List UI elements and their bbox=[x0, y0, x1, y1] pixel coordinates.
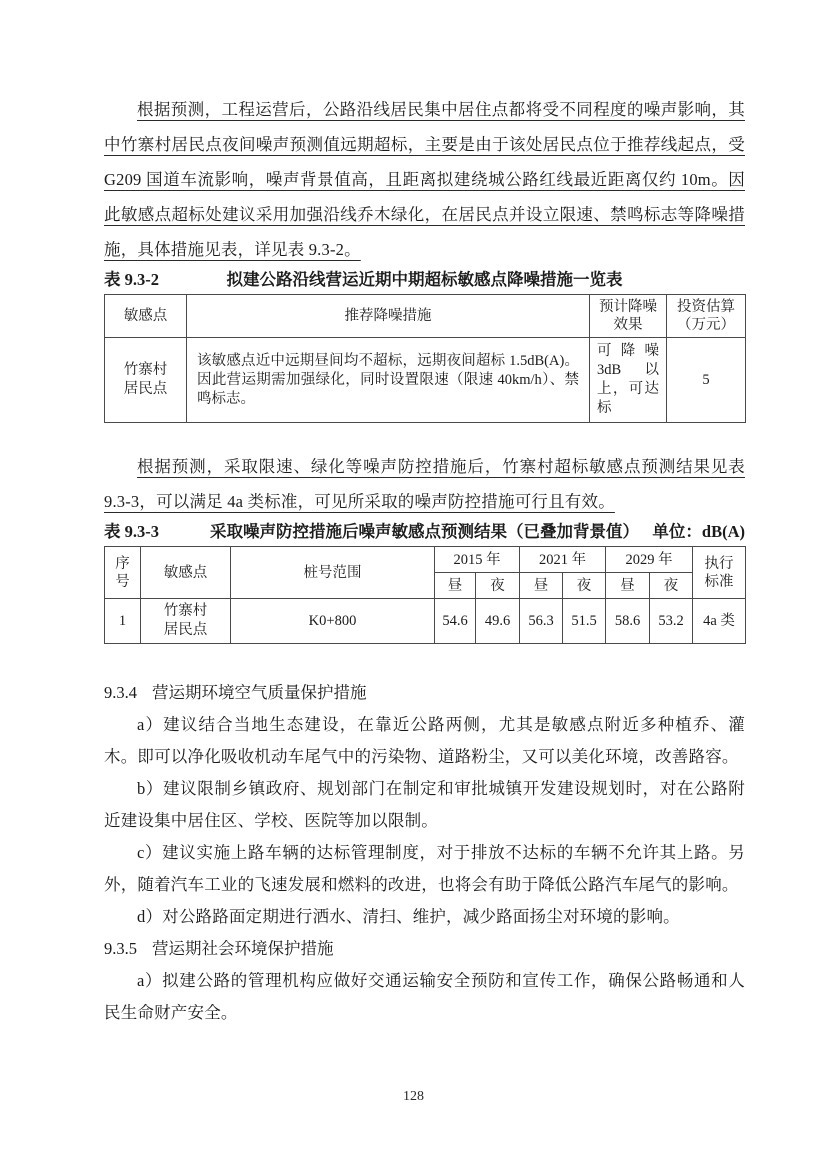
section-934-item-b: b）建议限制乡镇政府、规划部门在制定和审批城镇开发建设规划时，对在公路附近建设集中居住区、学校、医院等加以限制。 bbox=[104, 779, 745, 830]
table-932-title: 拟建公路沿线营运近期中期超标敏感点降噪措施一览表 bbox=[226, 270, 623, 289]
table-933-header-standard bbox=[693, 547, 746, 599]
table-932-header-measures: 推荐降噪措施 bbox=[187, 295, 590, 338]
table-933-header-year-2029: 2029 年 bbox=[606, 547, 693, 573]
table-933-data-row bbox=[105, 599, 746, 644]
section-934-item-d: d）对公路路面定期进行洒水、清扫、维护，减少路面扬尘对环境的影响。 bbox=[137, 907, 680, 926]
section-935-title: 营运期社会环境保护措施 bbox=[152, 939, 334, 958]
section-934-item-a: a）建议结合当地生态建设，在靠近公路两侧，尤其是敏感点附近多种植乔、灌木。即可以净化吸收机动车尾气中的污染物、道路粉尘，又可以美化环境，改善路容。 bbox=[104, 715, 745, 766]
table-933 bbox=[104, 546, 746, 644]
page-number: 128 bbox=[403, 1089, 424, 1104]
table-933-header-year-2021: 2021 年 bbox=[520, 547, 606, 573]
table-932 bbox=[104, 294, 746, 423]
table-933-header-year-2015: 2015 年 bbox=[435, 547, 520, 573]
table-933-label: 表 9.3-3 bbox=[104, 522, 159, 541]
paragraph-mitigation-result: 根据预测，采取限速、绿化等噪声防控措施后，竹寨村超标敏感点预测结果见表 9.3-3，可以满足 4a 类标准，可见所采取的噪声防控措施可行且有效。 bbox=[104, 457, 745, 511]
table-933-cell-standard: 4a 类 bbox=[693, 599, 746, 644]
table-933-header-stake-range: 桩号范围 bbox=[231, 547, 435, 599]
table-933-cell-night-2015: 49.6 bbox=[476, 599, 520, 644]
section-934-title: 营运期环境空气质量保护措施 bbox=[152, 683, 367, 702]
table-933-cell-night-2029: 53.2 bbox=[650, 599, 693, 644]
table-933-cell-day-2029: 58.6 bbox=[606, 599, 650, 644]
table-933-cell-index: 1 bbox=[105, 599, 141, 644]
table-933-header-day-2029: 昼 bbox=[606, 573, 650, 599]
table-933-cell-day-2021: 56.3 bbox=[520, 599, 563, 644]
section-934-number: 9.3.4 bbox=[104, 683, 137, 702]
table-933-cell-night-2021: 51.5 bbox=[563, 599, 606, 644]
section-heading-934 bbox=[104, 677, 745, 709]
table-933-caption bbox=[104, 521, 745, 543]
paragraph-noise-prediction: 根据预测，工程运营后，公路沿线居民集中居住点都将受不同程度的噪声影响，其中竹寨村居民点夜间噪声预测值远期超标，主要是由于该处居民点位于推荐线起点，受 G209 国道车流影响，噪声背景值高，且距离拟建绕城公路红线最近距离仅约 10m。因此敏感点超标处建议采用加强沿线乔木绿化，在居民点并设立限速、禁鸣标志等降噪措施，具体措施见表，详见表 9.3-2。 bbox=[104, 100, 745, 259]
table-933-cell-day-2015: 54.6 bbox=[435, 599, 476, 644]
table-933-header-night-2029: 夜 bbox=[650, 573, 693, 599]
table-933-title: 采取噪声防控措施后噪声敏感点预测结果（已叠加背景值） bbox=[210, 522, 639, 541]
table-932-header-row bbox=[105, 295, 746, 338]
standard-header-text: 执行标准 bbox=[704, 555, 734, 590]
sensitive-point-text: 竹寨村居民点 bbox=[123, 362, 168, 397]
table-933-header-night-2021: 夜 bbox=[563, 573, 606, 599]
table-933-header-night-2015: 夜 bbox=[476, 573, 520, 599]
table-933-cell-sensitive-point bbox=[141, 599, 231, 644]
table-932-cell-sensitive-point bbox=[105, 338, 187, 423]
table-933-group-header-row bbox=[105, 547, 746, 573]
section-935-item-a: a）拟建公路的管理机构应做好交通运输安全预防和宣传工作，确保公路畅通和人民生命财产安全。 bbox=[104, 971, 745, 1022]
table-932-header-investment: 投资估算（万元） bbox=[667, 295, 746, 338]
table-932-header-sensitive-point: 敏感点 bbox=[105, 295, 187, 338]
table-933-header-sensitive-point: 敏感点 bbox=[141, 547, 231, 599]
table-932-cell-measures: 该敏感点近中远期昼间均不超标，远期夜间超标 1.5dB(A)。因此营运期需加强绿化，同时设置限速（限速 40km/h）、禁鸣标志。 bbox=[187, 338, 590, 423]
page-content bbox=[104, 92, 745, 1029]
sensitive-point-text: 竹寨村居民点 bbox=[163, 603, 208, 638]
table-933-cell-stake-range: K0+800 bbox=[231, 599, 435, 644]
table-932-cell-effect: 可降噪 3dB 以上，可达标 bbox=[590, 338, 667, 423]
section-heading-935 bbox=[104, 933, 745, 965]
table-932-caption bbox=[104, 269, 745, 291]
section-935-number: 9.3.5 bbox=[104, 939, 137, 958]
table-933-header-index: 序号 bbox=[105, 547, 141, 599]
section-934-item-c: c）建议实施上路车辆的达标管理制度，对于排放不达标的车辆不允许其上路。另外，随着汽车工业的飞速发展和燃料的改进，也将会有助于降低公路汽车尾气的影响。 bbox=[104, 843, 745, 894]
table-932-data-row bbox=[105, 338, 746, 423]
table-932-label: 表 9.3-2 bbox=[104, 270, 159, 289]
table-933-unit: 单位：dB(A) bbox=[652, 522, 745, 541]
table-933-header-day-2021: 昼 bbox=[520, 573, 563, 599]
table-932-cell-investment: 5 bbox=[667, 338, 746, 423]
table-933-header-day-2015: 昼 bbox=[435, 573, 476, 599]
table-932-header-effect: 预计降噪效果 bbox=[590, 295, 667, 338]
